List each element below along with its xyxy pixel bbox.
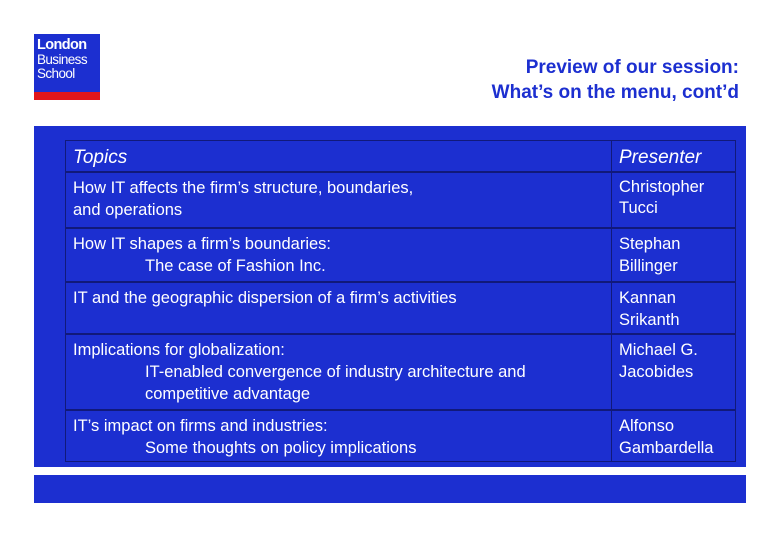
table-row-topic (65, 410, 612, 462)
logo-red-bar (34, 92, 100, 100)
logo-line-2: Business (37, 52, 87, 67)
topic-line: IT’s impact on firms and industries: (73, 417, 328, 435)
presenter-line: Christopher (619, 178, 705, 196)
header-presenter: Presenter (611, 140, 736, 172)
table-row-presenter (611, 172, 736, 228)
presenter-line: Kannan (619, 289, 676, 307)
topic-line: Implications for globalization: (73, 341, 285, 359)
agenda-table-panel (34, 126, 746, 467)
presenter-line: Jacobides (619, 363, 694, 381)
topic-subline: IT-enabled convergence of industry architecture and (145, 363, 526, 381)
london-business-school-logo (34, 34, 100, 100)
presenter-line: Stephan (619, 235, 681, 253)
topic-subline: Some thoughts on policy implications (145, 439, 417, 457)
logo-line-3: School (37, 66, 75, 81)
topic-line: How IT affects the firm’s structure, boundaries, (73, 179, 414, 197)
table-row-topic (65, 334, 612, 410)
topic-subline: The case of Fashion Inc. (145, 257, 326, 275)
table-row-topic (65, 282, 612, 334)
table-row-topic (65, 172, 612, 228)
presenter-line: Gambardella (619, 439, 714, 457)
topic-line: How IT shapes a firm’s boundaries: (73, 235, 332, 253)
logo-line-1: London (37, 37, 87, 53)
presenter-line: Michael G. (619, 341, 698, 359)
table-row-presenter (611, 410, 736, 462)
topic-line: and operations (73, 201, 183, 219)
topic-line: IT and the geographic dispersion of a firm’s activities (73, 289, 457, 307)
slide-title-line-2: What’s on the menu, cont’d (491, 82, 739, 103)
topic-subline: competitive advantage (145, 385, 311, 403)
slide-title-line-1: Preview of our session: (525, 57, 739, 78)
header-topics: Topics (65, 140, 612, 172)
presenter-line: Alfonso (619, 417, 675, 435)
presenter-line: Srikanth (619, 311, 680, 329)
presenter-line: Tucci (619, 199, 658, 217)
presenter-line: Billinger (619, 257, 678, 275)
table-row-presenter (611, 334, 736, 410)
slide-title (492, 55, 739, 105)
table-row-presenter (611, 282, 736, 334)
table-row-presenter (611, 228, 736, 282)
table-row-topic (65, 228, 612, 282)
footer-bar (34, 475, 746, 503)
